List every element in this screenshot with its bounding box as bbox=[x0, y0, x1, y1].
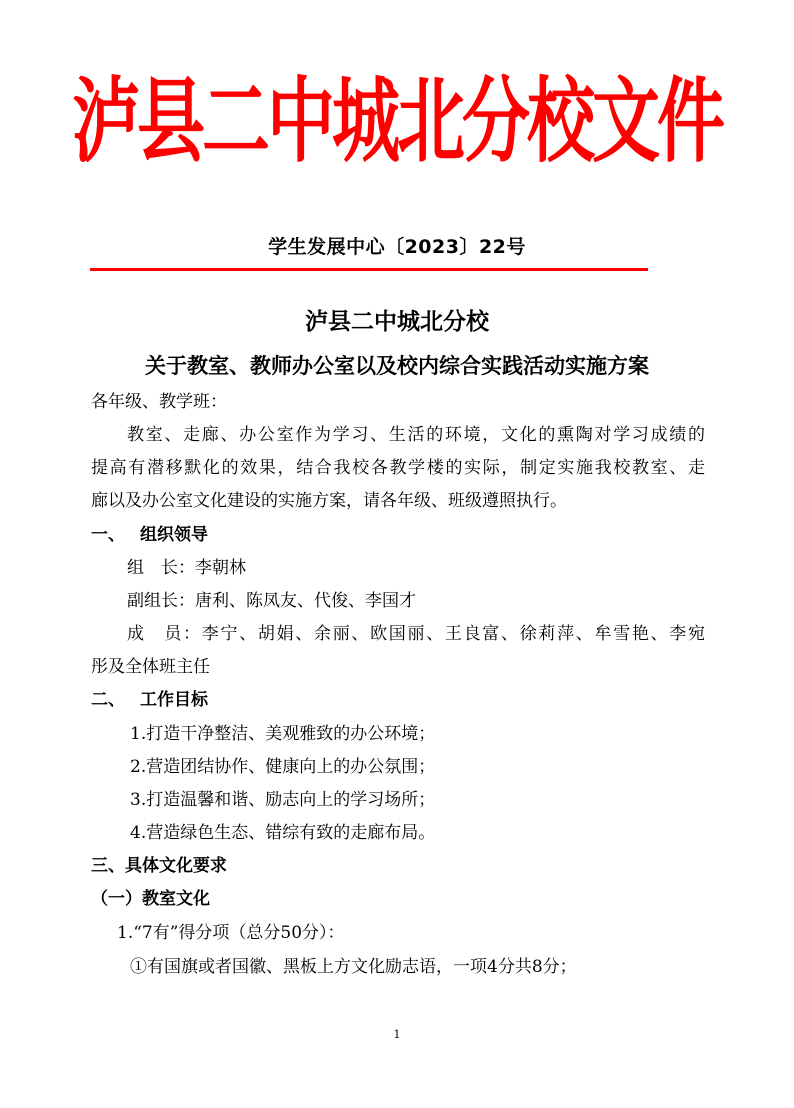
section1-members-line1: 成 员：李宁、胡娟、余丽、欧国丽、王良富、徐莉萍、牟雪艳、李宛 bbox=[127, 624, 705, 644]
section3-subtitle: （一）教室文化 bbox=[91, 889, 210, 909]
document-title-line1: 泸县二中城北分校 bbox=[305, 309, 489, 335]
intro-line-1: 教室、走廊、办公室作为学习、生活的环境，文化的熏陶对学习成绩的 bbox=[127, 425, 705, 445]
intro-line-2: 提高有潜移默化的效果，结合我校各教学楼的实际，制定实施我校教室、走 bbox=[91, 458, 705, 478]
goal-item: 2.营造团结协作、健康向上的办公氛围； bbox=[130, 757, 436, 777]
goal-item: 1.打造干净整洁、美观雅致的办公环境； bbox=[130, 724, 436, 744]
section2-number: 二、 bbox=[91, 690, 125, 710]
section2-title: 工作目标 bbox=[140, 690, 208, 710]
goal-item: 4.营造绿色生态、错综有致的走廊布局。 bbox=[130, 823, 436, 843]
intro-line-3: 廊以及办公室文化建设的实施方案，请各年级、班级遵照执行。 bbox=[91, 491, 567, 511]
section1-title: 组织领导 bbox=[140, 525, 208, 545]
section1-leader: 组 长：李朝林 bbox=[127, 558, 246, 578]
goal-item: 3.打造温馨和谐、励志向上的学习场所； bbox=[130, 790, 436, 810]
page-number: 1 bbox=[393, 1028, 401, 1041]
red-divider-line bbox=[90, 268, 648, 271]
document-number: 学生发展中心〔2023〕22号 bbox=[268, 236, 526, 258]
section3-title: 三、具体文化要求 bbox=[91, 856, 227, 876]
document-masthead: 泸县二中城北分校文件 bbox=[71, 69, 722, 176]
section1-members-line2: 彤及全体班主任 bbox=[91, 657, 210, 677]
document-title-line2: 关于教室、教师办公室以及校内综合实践活动实施方案 bbox=[145, 354, 649, 378]
section1-deputy: 副组长：唐利、陈凤友、代俊、李国才 bbox=[127, 591, 416, 611]
section1-number: 一、 bbox=[91, 525, 125, 545]
section3-item1-1: ①有国旗或者国徽、黑板上方文化励志语，一项4分共8分； bbox=[130, 957, 577, 977]
section3-item1: 1.“7有”得分项（总分50分）： bbox=[117, 923, 345, 943]
salutation: 各年级、教学班： bbox=[91, 392, 227, 412]
